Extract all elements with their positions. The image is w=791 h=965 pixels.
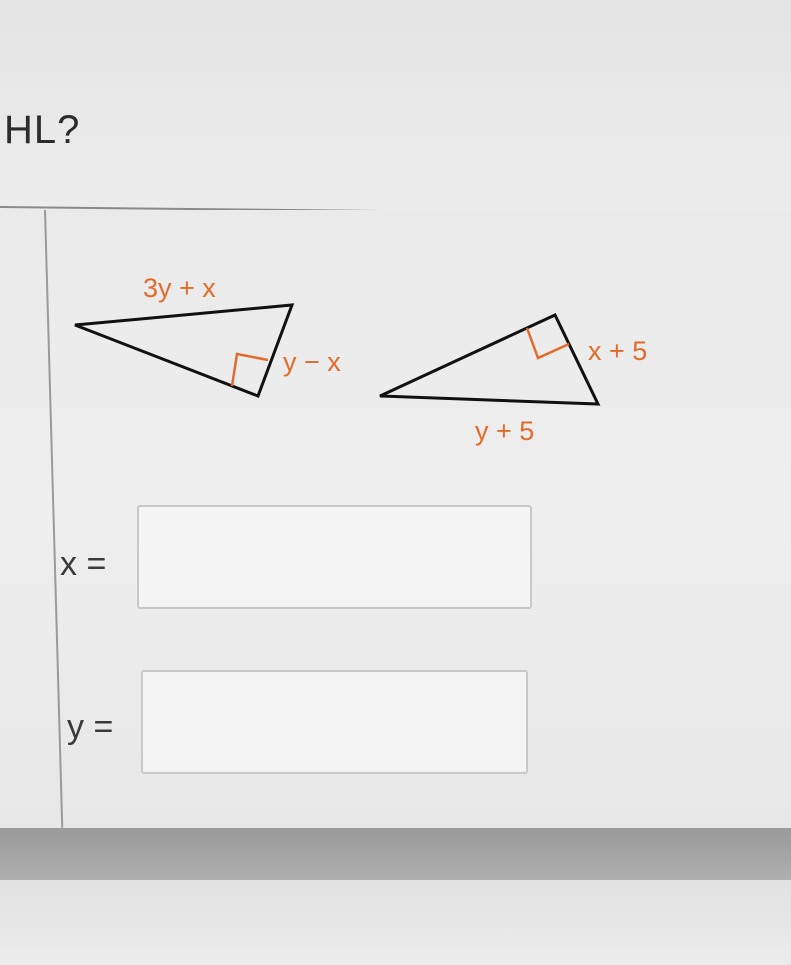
y-answer-input[interactable] <box>141 670 528 774</box>
footer-area <box>0 880 791 965</box>
right-side-label: x + 5 <box>588 336 648 366</box>
x-label: x = <box>60 545 107 583</box>
left-top-label: 3y + x <box>143 273 216 303</box>
footer-bar <box>0 828 791 880</box>
x-answer-input[interactable] <box>137 505 532 609</box>
left-side-label: y − x <box>283 347 341 377</box>
left-triangle <box>75 305 292 396</box>
right-triangle <box>380 315 598 404</box>
question-text: HL? <box>4 108 81 152</box>
right-bottom-label: y + 5 <box>475 416 535 446</box>
y-label: y = <box>67 708 114 746</box>
